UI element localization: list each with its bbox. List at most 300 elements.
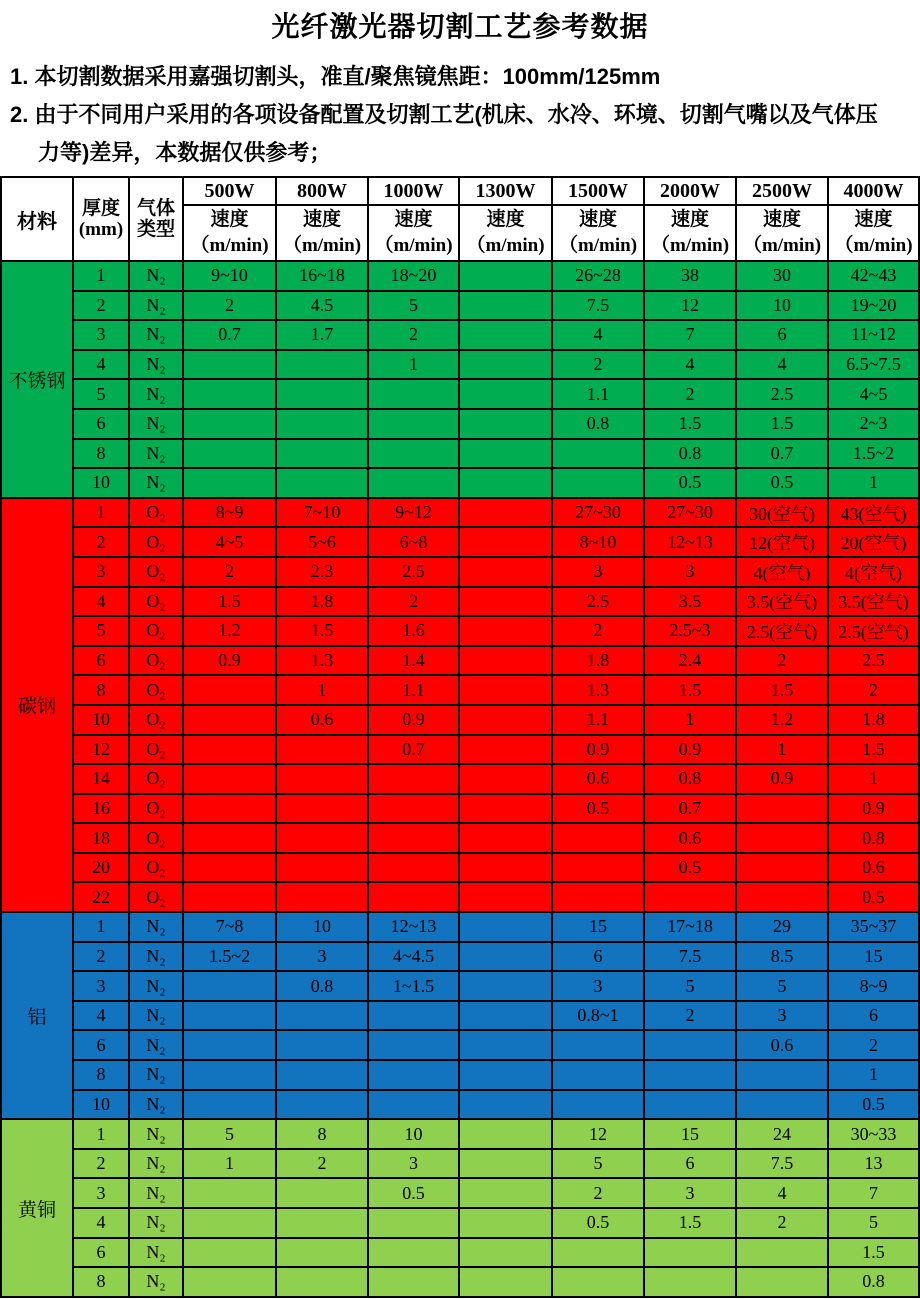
speed-cell xyxy=(459,557,552,587)
speed-cell: 0.8 xyxy=(644,439,736,469)
speed-cell: 2.5 xyxy=(736,379,828,409)
speed-cell xyxy=(183,1090,276,1120)
speed-cell xyxy=(183,735,276,765)
speed-cell: 0.5 xyxy=(368,1178,459,1208)
speed-cell: 2 xyxy=(644,1001,736,1031)
speed-cell xyxy=(459,1030,552,1060)
gas-cell: O₂ xyxy=(129,705,183,735)
table-row xyxy=(1,527,919,557)
thickness-cell: 1 xyxy=(73,261,129,291)
speed-cell: 1.5 xyxy=(828,1238,919,1268)
speed-cell xyxy=(183,439,276,469)
speed-cell xyxy=(368,1267,459,1297)
gas-header-line1: 气体 xyxy=(136,198,175,219)
thickness-cell: 18 xyxy=(73,823,129,853)
speed-cell xyxy=(183,1178,276,1208)
speed-cell xyxy=(183,705,276,735)
speed-cell: 3 xyxy=(644,557,736,587)
speed-cell xyxy=(183,1030,276,1060)
table-row xyxy=(1,794,919,824)
speed-cell: 0.7 xyxy=(368,735,459,765)
speed-cell xyxy=(459,882,552,912)
speed-cell: 1.3 xyxy=(276,646,368,676)
power-header-2000w: 2000W xyxy=(644,177,736,205)
speed-cell xyxy=(552,1060,644,1090)
speed-cell: 8~10 xyxy=(552,527,644,557)
gas-cell: N₂ xyxy=(129,1208,183,1238)
speed-cell: 12~13 xyxy=(644,527,736,557)
gas-cell: N₂ xyxy=(129,1030,183,1060)
speed-cell: 0.8 xyxy=(644,764,736,794)
power-header-1500w: 1500W xyxy=(552,177,644,205)
note-2-line-1: 2. 由于不同用户采用的各项设备配置及切割工艺(机床、水冷、环境、切割气嘴以及气体压 xyxy=(10,102,878,127)
speed-label: 速度 xyxy=(210,209,249,230)
thickness-cell: 22 xyxy=(73,882,129,912)
speed-cell: 1.1 xyxy=(552,705,644,735)
table-row xyxy=(1,1001,919,1031)
speed-cell xyxy=(459,823,552,853)
thickness-cell: 10 xyxy=(73,468,129,498)
speed-cell: 1~1.5 xyxy=(368,971,459,1001)
table-body xyxy=(1,261,919,1297)
table-header xyxy=(1,177,919,261)
speed-cell: 20(空气) xyxy=(828,527,919,557)
speed-cell: 30~33 xyxy=(828,1119,919,1149)
cutting-data-table xyxy=(0,176,920,1298)
speed-cell: 4 xyxy=(552,320,644,350)
speed-cell: 10 xyxy=(276,912,368,942)
speed-cell: 5 xyxy=(183,1119,276,1149)
speed-unit: （m/min) xyxy=(742,235,822,256)
speed-cell: 4(空气) xyxy=(736,557,828,587)
gas-header-line2: 类型 xyxy=(136,219,175,240)
speed-cell xyxy=(276,409,368,439)
speed-cell: 15 xyxy=(552,912,644,942)
speed-header xyxy=(459,205,552,261)
speed-cell xyxy=(276,1238,368,1268)
speed-cell xyxy=(276,882,368,912)
speed-cell: 4 xyxy=(736,1178,828,1208)
speed-cell: 5 xyxy=(368,291,459,321)
thickness-cell: 6 xyxy=(73,409,129,439)
speed-cell xyxy=(276,764,368,794)
speed-cell: 8~9 xyxy=(828,971,919,1001)
speed-cell: 42~43 xyxy=(828,261,919,291)
thickness-cell: 4 xyxy=(73,587,129,617)
gas-cell: O₂ xyxy=(129,646,183,676)
speed-cell: 0.5 xyxy=(644,853,736,883)
thickness-cell: 6 xyxy=(73,646,129,676)
table-row xyxy=(1,1119,919,1149)
speed-cell: 17~18 xyxy=(644,912,736,942)
speed-cell xyxy=(276,853,368,883)
speed-cell xyxy=(552,882,644,912)
speed-cell: 1.5 xyxy=(644,409,736,439)
speed-cell xyxy=(276,379,368,409)
table-row xyxy=(1,350,919,380)
speed-cell: 2 xyxy=(552,1178,644,1208)
material-cell: 碳钢 xyxy=(1,498,73,912)
table-row xyxy=(1,971,919,1001)
speed-cell: 1.6 xyxy=(368,616,459,646)
speed-cell: 27~30 xyxy=(552,498,644,528)
gas-cell: N₂ xyxy=(129,1149,183,1179)
speed-cell xyxy=(459,616,552,646)
page-title: 光纤激光器切割工艺参考数据 xyxy=(271,11,649,42)
thickness-cell: 10 xyxy=(73,1090,129,1120)
speed-cell: 9~12 xyxy=(368,498,459,528)
speed-cell: 4 xyxy=(644,350,736,380)
speed-cell xyxy=(736,882,828,912)
speed-cell xyxy=(459,942,552,972)
speed-cell: 11~12 xyxy=(828,320,919,350)
speed-cell: 1 xyxy=(736,735,828,765)
speed-cell: 29 xyxy=(736,912,828,942)
speed-cell xyxy=(736,1060,828,1090)
speed-cell xyxy=(459,1267,552,1297)
gas-cell: N₂ xyxy=(129,971,183,1001)
speed-cell: 27~30 xyxy=(644,498,736,528)
thickness-cell: 10 xyxy=(73,705,129,735)
speed-cell xyxy=(368,409,459,439)
thickness-cell: 5 xyxy=(73,379,129,409)
thickness-cell: 3 xyxy=(73,320,129,350)
speed-header xyxy=(736,205,828,261)
speed-cell: 1 xyxy=(828,764,919,794)
speed-cell: 18~20 xyxy=(368,261,459,291)
thickness-cell: 14 xyxy=(73,764,129,794)
gas-cell: N₂ xyxy=(129,1238,183,1268)
speed-cell: 2 xyxy=(736,1208,828,1238)
speed-cell: 0.6 xyxy=(736,1030,828,1060)
speed-cell: 7.5 xyxy=(644,942,736,972)
speed-cell: 10 xyxy=(736,291,828,321)
speed-cell xyxy=(276,439,368,469)
speed-cell: 5 xyxy=(552,1149,644,1179)
speed-cell xyxy=(183,1267,276,1297)
speed-cell xyxy=(183,675,276,705)
speed-cell: 38 xyxy=(644,261,736,291)
header-row-powers xyxy=(1,177,919,205)
speed-cell xyxy=(368,1001,459,1031)
table-row xyxy=(1,498,919,528)
speed-cell xyxy=(459,1001,552,1031)
speed-cell xyxy=(276,794,368,824)
speed-cell: 1.5 xyxy=(736,675,828,705)
speed-cell: 0.8 xyxy=(828,823,919,853)
speed-cell: 2.5 xyxy=(828,646,919,676)
speed-cell: 5~6 xyxy=(276,527,368,557)
speed-cell: 1.7 xyxy=(276,320,368,350)
table-row xyxy=(1,291,919,321)
speed-cell: 2 xyxy=(644,379,736,409)
speed-cell: 4 xyxy=(736,350,828,380)
thickness-cell: 8 xyxy=(73,1267,129,1297)
speed-cell: 24 xyxy=(736,1119,828,1149)
speed-cell xyxy=(276,823,368,853)
speed-cell xyxy=(459,912,552,942)
power-header-800w: 800W xyxy=(276,177,368,205)
speed-cell: 4(空气) xyxy=(828,557,919,587)
speed-cell xyxy=(183,823,276,853)
gas-cell: N₂ xyxy=(129,1267,183,1297)
table-row xyxy=(1,1090,919,1120)
speed-cell xyxy=(552,1090,644,1120)
speed-cell: 8.5 xyxy=(736,942,828,972)
table-row xyxy=(1,942,919,972)
speed-cell: 19~20 xyxy=(828,291,919,321)
speed-cell: 3 xyxy=(276,942,368,972)
speed-cell: 2 xyxy=(368,587,459,617)
gas-cell: O₂ xyxy=(129,557,183,587)
speed-cell: 0.6 xyxy=(644,823,736,853)
table-row xyxy=(1,587,919,617)
speed-cell: 2 xyxy=(828,675,919,705)
gas-cell: O₂ xyxy=(129,498,183,528)
speed-cell: 0.9 xyxy=(552,735,644,765)
table-row xyxy=(1,468,919,498)
speed-cell: 0.9 xyxy=(736,764,828,794)
speed-cell: 0.8 xyxy=(552,409,644,439)
speed-cell xyxy=(459,439,552,469)
speed-cell: 1.1 xyxy=(368,675,459,705)
speed-cell: 3 xyxy=(736,1001,828,1031)
speed-label: 速度 xyxy=(302,209,341,230)
speed-cell: 6 xyxy=(828,1001,919,1031)
speed-cell xyxy=(459,409,552,439)
speed-cell: 30(空气) xyxy=(736,498,828,528)
speed-header xyxy=(368,205,459,261)
speed-cell: 2.5(空气) xyxy=(828,616,919,646)
speed-cell: 6 xyxy=(644,1149,736,1179)
table-row xyxy=(1,735,919,765)
table-row xyxy=(1,764,919,794)
speed-cell xyxy=(459,350,552,380)
table-row xyxy=(1,261,919,291)
power-header-1000w: 1000W xyxy=(368,177,459,205)
speed-cell xyxy=(183,409,276,439)
speed-cell xyxy=(644,1267,736,1297)
thickness-cell: 6 xyxy=(73,1238,129,1268)
thickness-cell: 1 xyxy=(73,912,129,942)
speed-cell xyxy=(644,882,736,912)
gas-cell: N₂ xyxy=(129,942,183,972)
table-row xyxy=(1,1149,919,1179)
speed-cell: 0.9 xyxy=(644,735,736,765)
speed-cell: 2.5~3 xyxy=(644,616,736,646)
speed-label: 速度 xyxy=(578,209,617,230)
speed-cell xyxy=(644,1030,736,1060)
speed-cell: 2 xyxy=(828,1030,919,1060)
speed-cell xyxy=(276,1208,368,1238)
gas-cell: N₂ xyxy=(129,409,183,439)
speed-cell: 0.8~1 xyxy=(552,1001,644,1031)
speed-cell: 1 xyxy=(183,1149,276,1179)
speed-cell xyxy=(276,1030,368,1060)
speed-cell xyxy=(552,853,644,883)
thickness-cell: 8 xyxy=(73,1060,129,1090)
speed-cell xyxy=(552,823,644,853)
speed-unit: （m/min) xyxy=(282,235,362,256)
speed-cell: 0.5 xyxy=(828,1090,919,1120)
speed-cell xyxy=(459,587,552,617)
speed-cell xyxy=(183,853,276,883)
thickness-header-line2: (mm) xyxy=(78,219,124,240)
speed-label: 速度 xyxy=(854,209,893,230)
table-row xyxy=(1,409,919,439)
speed-cell xyxy=(552,468,644,498)
speed-cell: 12~13 xyxy=(368,912,459,942)
gas-cell: O₂ xyxy=(129,527,183,557)
speed-cell: 1.2 xyxy=(736,705,828,735)
speed-cell: 0.5 xyxy=(828,882,919,912)
speed-cell: 15 xyxy=(828,942,919,972)
speed-cell xyxy=(459,646,552,676)
speed-cell xyxy=(459,1119,552,1149)
thickness-cell: 4 xyxy=(73,1001,129,1031)
speed-cell xyxy=(276,1001,368,1031)
speed-cell: 4~4.5 xyxy=(368,942,459,972)
table-row xyxy=(1,1060,919,1090)
speed-cell: 3 xyxy=(368,1149,459,1179)
speed-cell: 30 xyxy=(736,261,828,291)
table-row xyxy=(1,882,919,912)
speed-cell: 0.9 xyxy=(828,794,919,824)
speed-cell: 5 xyxy=(736,971,828,1001)
note-2-line-2: 力等)差异，本数据仅供参考； xyxy=(38,140,332,165)
thickness-cell: 3 xyxy=(73,557,129,587)
speed-cell xyxy=(459,291,552,321)
thickness-cell: 20 xyxy=(73,853,129,883)
speed-cell: 7.5 xyxy=(736,1149,828,1179)
speed-cell xyxy=(459,1178,552,1208)
power-header-4000w: 4000W xyxy=(828,177,919,205)
thickness-cell: 3 xyxy=(73,971,129,1001)
gas-cell: N₂ xyxy=(129,468,183,498)
speed-cell xyxy=(183,350,276,380)
gas-cell: O₂ xyxy=(129,675,183,705)
speed-cell: 12 xyxy=(552,1119,644,1149)
speed-cell xyxy=(183,1060,276,1090)
speed-cell xyxy=(459,1090,552,1120)
gas-cell: N₂ xyxy=(129,1090,183,1120)
gas-cell: O₂ xyxy=(129,735,183,765)
speed-header xyxy=(828,205,919,261)
thickness-cell: 16 xyxy=(73,794,129,824)
speed-cell xyxy=(459,1238,552,1268)
speed-cell: 1 xyxy=(368,350,459,380)
speed-cell xyxy=(644,1238,736,1268)
speed-cell: 3 xyxy=(552,557,644,587)
speed-cell xyxy=(736,1267,828,1297)
table-row xyxy=(1,1267,919,1297)
speed-header xyxy=(552,205,644,261)
speed-cell xyxy=(459,853,552,883)
speed-unit: （m/min) xyxy=(650,235,730,256)
speed-cell: 2.4 xyxy=(644,646,736,676)
speed-cell: 43(空气) xyxy=(828,498,919,528)
gas-cell: O₂ xyxy=(129,794,183,824)
speed-cell: 13 xyxy=(828,1149,919,1179)
speed-cell: 2 xyxy=(368,320,459,350)
table-row xyxy=(1,1030,919,1060)
gas-cell: N₂ xyxy=(129,379,183,409)
speed-cell xyxy=(459,527,552,557)
thickness-cell: 2 xyxy=(73,942,129,972)
speed-cell: 5 xyxy=(828,1208,919,1238)
speed-cell: 2 xyxy=(552,350,644,380)
speed-cell: 7~8 xyxy=(183,912,276,942)
speed-cell xyxy=(459,705,552,735)
speed-cell: 7~10 xyxy=(276,498,368,528)
speed-cell: 0.5 xyxy=(552,794,644,824)
speed-unit: （m/min) xyxy=(190,235,269,256)
speed-cell: 1 xyxy=(276,675,368,705)
speed-cell: 26~28 xyxy=(552,261,644,291)
speed-cell: 2.3 xyxy=(276,557,368,587)
speed-cell: 3.5(空气) xyxy=(828,587,919,617)
table-row xyxy=(1,853,919,883)
gas-cell: O₂ xyxy=(129,882,183,912)
speed-cell: 1.5~2 xyxy=(183,942,276,972)
speed-cell: 4~5 xyxy=(828,379,919,409)
table-row xyxy=(1,616,919,646)
speed-cell xyxy=(183,1001,276,1031)
speed-cell: 0.6 xyxy=(276,705,368,735)
thickness-cell: 2 xyxy=(73,291,129,321)
notes-block xyxy=(0,58,920,172)
speed-cell xyxy=(183,1208,276,1238)
speed-cell: 6.5~7.5 xyxy=(828,350,919,380)
speed-cell xyxy=(183,1238,276,1268)
table-row xyxy=(1,646,919,676)
gas-cell: N₂ xyxy=(129,350,183,380)
thickness-cell: 12 xyxy=(73,735,129,765)
speed-cell: 1.8 xyxy=(276,587,368,617)
speed-cell xyxy=(368,1238,459,1268)
thickness-header-line1: 厚度 xyxy=(81,198,120,219)
material-cell: 黄铜 xyxy=(1,1119,73,1297)
speed-cell: 15 xyxy=(644,1119,736,1149)
table-row xyxy=(1,1208,919,1238)
speed-cell xyxy=(459,764,552,794)
speed-cell: 16~18 xyxy=(276,261,368,291)
speed-cell xyxy=(736,823,828,853)
speed-cell xyxy=(276,1090,368,1120)
speed-cell: 1.5 xyxy=(828,735,919,765)
speed-cell: 9~10 xyxy=(183,261,276,291)
speed-cell: 1.2 xyxy=(183,616,276,646)
speed-label: 速度 xyxy=(670,209,709,230)
speed-cell: 1.8 xyxy=(828,705,919,735)
speed-cell: 12(空气) xyxy=(736,527,828,557)
speed-cell: 4~5 xyxy=(183,527,276,557)
table-row xyxy=(1,557,919,587)
speed-cell: 8 xyxy=(276,1119,368,1149)
speed-cell xyxy=(368,1208,459,1238)
speed-cell: 0.9 xyxy=(183,646,276,676)
speed-cell xyxy=(276,1267,368,1297)
speed-cell: 1 xyxy=(644,705,736,735)
gas-cell: O₂ xyxy=(129,764,183,794)
speed-cell xyxy=(276,1060,368,1090)
speed-cell xyxy=(459,1149,552,1179)
speed-cell xyxy=(459,735,552,765)
speed-cell: 7 xyxy=(644,320,736,350)
speed-cell: 0.8 xyxy=(828,1267,919,1297)
speed-cell: 3 xyxy=(552,971,644,1001)
speed-cell: 1.4 xyxy=(368,646,459,676)
